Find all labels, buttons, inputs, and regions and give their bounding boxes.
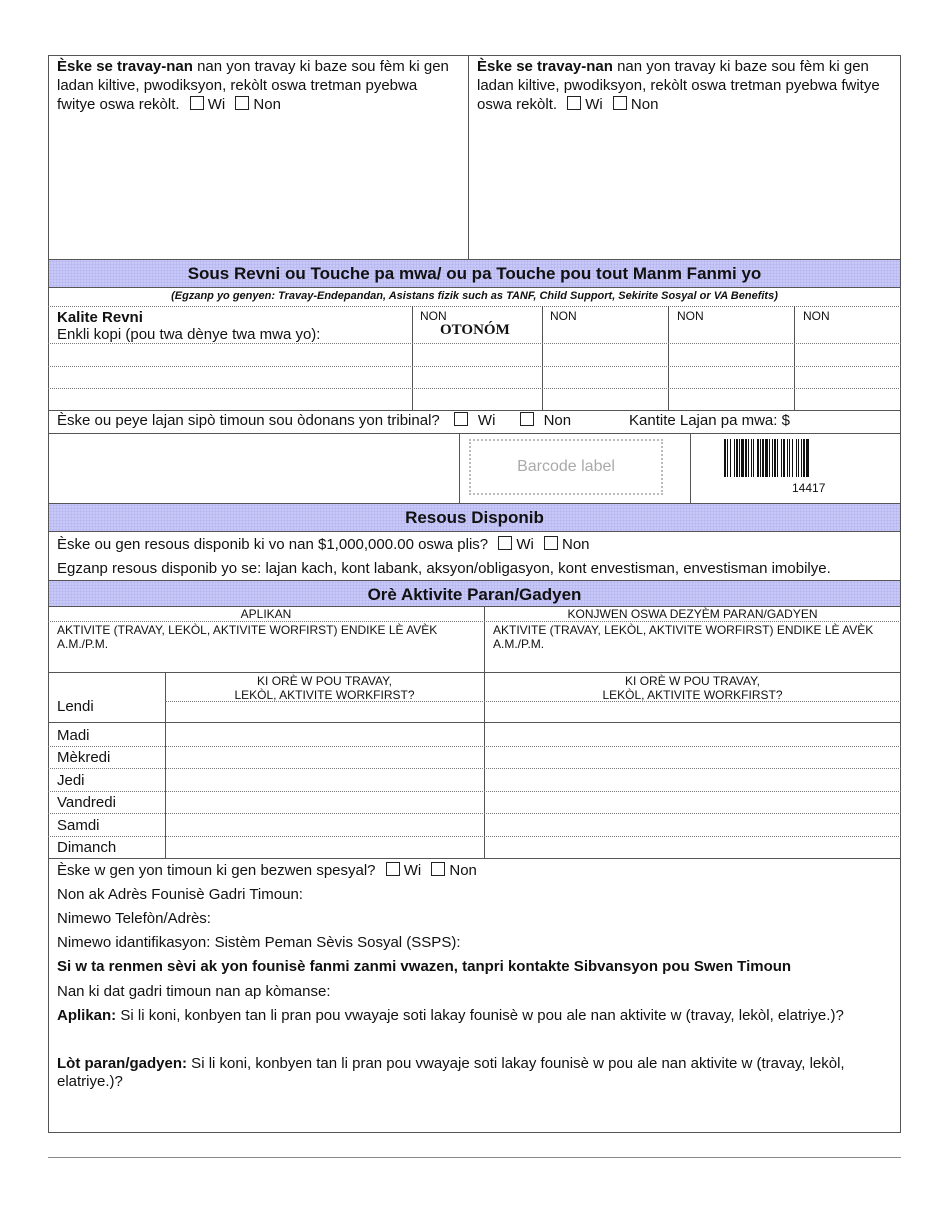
day-wednesday: Mèkredi (57, 749, 111, 766)
day-saturday: Samdi (57, 817, 100, 834)
day-sunday: Dimanch (57, 839, 117, 856)
income-copy-label: Enkli kopi (pou twa dènye twa mwa yo): (57, 326, 321, 343)
day-friday: Vandredi (57, 794, 116, 811)
top-right-bold: Èske se travay-nan (477, 58, 613, 75)
child-support-question-text: Èske ou peye lajan sipò timoun sou òdonans yon tribinal? (57, 412, 440, 429)
activities-section-header (49, 581, 900, 606)
resources-title: Resous Disponib (405, 508, 544, 527)
resources-no-label: Non (561, 536, 590, 553)
spouse-hours-label (484, 674, 901, 702)
resources-question-text: Èske ou gen resous disponib ki vo nan $1,000,000.00 oswa plis? (57, 536, 489, 553)
other-parent-travel (57, 1055, 892, 1091)
special-needs-yes-label: Wi (403, 862, 422, 879)
special-needs-question (57, 862, 477, 879)
income-type-label: Kalite Revni (57, 309, 143, 326)
ffn-notice: Si w ta renmen sèvi ak yon founisè fanmi zanmi vwazen, tanpri kontakte Sibvansyon pou Swen Timoun (57, 958, 792, 975)
monthly-amount-label: Kantite Lajan pa mwa: $ (629, 412, 790, 429)
child-support-yes-checkbox[interactable] (454, 412, 468, 426)
spouse-header: KONJWEN OSWA DEZYÈM PARAN/GADYEN (567, 607, 818, 621)
income-subtitle-text: (Egzanp yo genyen: Travay-Endepandan, Asistans fizik such as TANF, Child Support, Sekirite Sosyal or VA Benefits) (171, 290, 778, 302)
spouse-activity-label: AKTIVITE (TRAVAY, LEKÒL, AKTIVITE WORFIRST) ENDIKE LÈ AVÈK A.M./P.M. (493, 623, 874, 651)
top-left-question (57, 57, 457, 114)
applicant-hours-label-1: KI ORÈ W POU TRAVAY, (257, 674, 392, 688)
income-col1-label: NON (420, 309, 447, 323)
day-thursday: Jedi (57, 772, 85, 789)
applicant-travel (57, 1007, 892, 1024)
child-support-question (57, 412, 571, 429)
resources-yes-label: Wi (516, 536, 534, 553)
top-right-no-label: Non (630, 96, 659, 113)
barcode-number: 14417 (792, 481, 826, 495)
spouse-hours-label-2: LEKÒL, AKTIVITE WORKFIRST? (602, 688, 783, 702)
top-left-yes-label: Wi (207, 96, 226, 113)
resources-question (57, 536, 590, 553)
footer-rule (48, 1157, 901, 1158)
income-title: Sous Revni ou Touche pa mwa/ ou pa Touche pou tout Manm Fanmi yo (187, 264, 762, 283)
applicant-hours-label-2: LEKÒL, AKTIVITE WORKFIRST? (234, 688, 415, 702)
top-right-yes-label: Wi (585, 96, 603, 113)
resources-yes-checkbox[interactable] (498, 536, 512, 550)
phone-address: Nimewo Telefòn/Adrès: (57, 910, 211, 927)
top-left-bold: Èske se travay-nan (57, 58, 193, 75)
applicant-travel-text: Si li koni, konbyen tan li pran pou vwayaje soti lakay founisè w pou ale nan aktivite w (travay, lekòl, elatriye.)? (116, 1007, 844, 1024)
spouse-hours-label-1: KI ORÈ W POU TRAVAY, (625, 674, 760, 688)
top-right-text: nan yon travay ki baze sou fèm ki gen ladan kiltive, pwodiksyon, rekòlt oswa tretman pyebwa fwitye oswa rekòlt. (477, 58, 880, 113)
barcode-label-placeholder: Barcode label (517, 458, 615, 475)
top-divider (468, 55, 469, 259)
provider-name-address: Non ak Adrès Founisè Gadri Timoun: (57, 886, 303, 903)
resources-no-checkbox[interactable] (544, 536, 558, 550)
special-needs-no-label: Non (449, 862, 477, 879)
top-left-no-checkbox[interactable] (235, 96, 249, 110)
top-right-no-checkbox[interactable] (613, 96, 627, 110)
activities-title: Orè Aktivite Paran/Gadyen (367, 585, 582, 604)
resources-section-header (49, 504, 900, 531)
child-support-no-checkbox[interactable] (520, 412, 534, 426)
income-section-header (49, 260, 900, 287)
top-left-yes-checkbox[interactable] (190, 96, 204, 110)
top-right-question (477, 57, 892, 114)
special-needs-no-checkbox[interactable] (431, 862, 445, 876)
start-date: Nan ki dat gadri timoun nan ap kòmanse: (57, 983, 331, 1000)
barcode-icon (724, 439, 894, 479)
ssps-id: Nimewo idantifikasyon: Sistèm Peman Sèvis Sosyal (SSPS): (57, 934, 461, 951)
day-monday: Lendi (57, 698, 94, 715)
income-col3-label: NON (677, 309, 704, 323)
barcode-label-box (469, 439, 663, 495)
special-needs-yes-checkbox[interactable] (386, 862, 400, 876)
income-col4-label: NON (803, 309, 830, 323)
day-tuesday: Madi (57, 727, 90, 744)
resources-examples: Egzanp resous disponib yo se: lajan kach, kont labank, aksyon/obligasyon, kont envestisman, envestisman imobilye. (57, 560, 831, 577)
child-support-yes-label: Wi (477, 412, 496, 429)
income-subtitle (48, 290, 901, 302)
applicant-travel-label: Aplikan: (57, 1007, 117, 1024)
other-parent-travel-label: Lòt paran/gadyen: (57, 1055, 188, 1072)
top-left-no-label: Non (253, 96, 281, 113)
child-support-no-label: Non (543, 412, 572, 429)
top-right-yes-checkbox[interactable] (567, 96, 581, 110)
other-parent-travel-text: Si li koni, konbyen tan li pran pou vwayaje soti lakay founisè w pou ale nan aktivite w (travay, lekòl, elatriye.)? (57, 1055, 845, 1090)
income-col2-label: NON (550, 309, 577, 323)
applicant-hours-label (165, 674, 484, 702)
income-col1-value: OTONÓM (440, 322, 510, 338)
applicant-activity-label: AKTIVITE (TRAVAY, LEKÒL, AKTIVITE WORFIRST) ENDIKE LÈ AVÈK A.M./P.M. (57, 623, 438, 651)
applicant-header: APLIKAN (240, 607, 292, 621)
special-needs-text: Èske w gen yon timoun ki gen bezwen spesyal? (57, 862, 376, 879)
top-left-text: nan yon travay ki baze sou fèm ki gen ladan kiltive, pwodiksyon, rekòlt oswa tretman pyebwa fwitye oswa rekòlt. (57, 58, 449, 113)
